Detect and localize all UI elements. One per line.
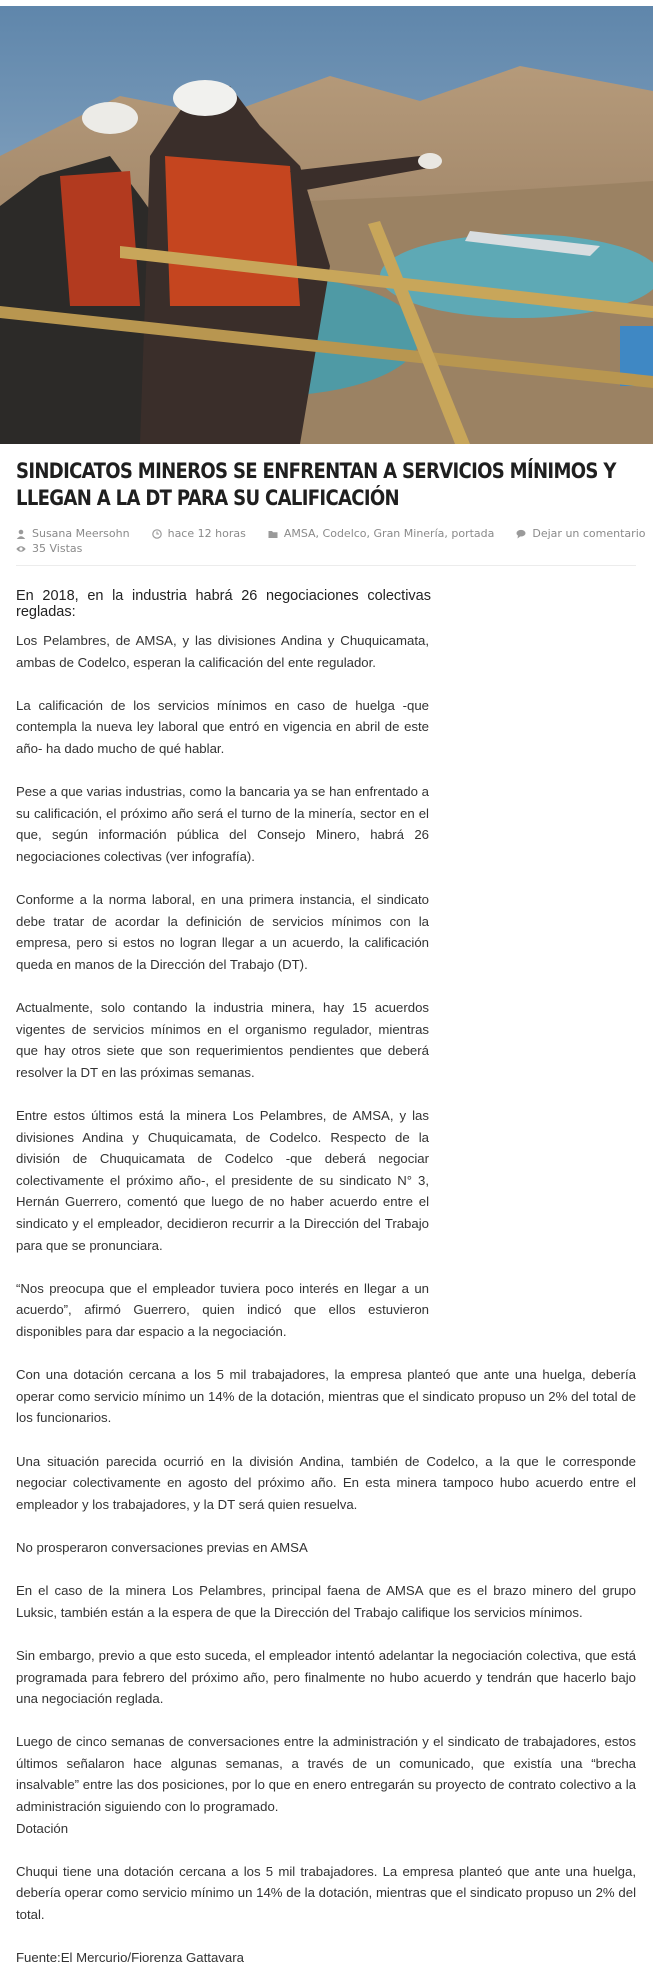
article-lead: En 2018, en la industria habrá 26 negociaciones colectivas regladas: — [16, 588, 431, 620]
paragraph: “Nos preocupa que el empleador tuviera poco interés en llegar a un acuerdo”, afirmó Guerrero, quien indicó que ellos estuvieron disponibles para dar espacio a la negociación. — [16, 1280, 429, 1339]
meta-categories-text: AMSA, Codelco, Gran Minería, portada — [283, 527, 495, 540]
paragraph: Sin embargo, previo a que esto suceda, el empleador intentó adelantar la negociación colectiva, que está programada para febrero del próximo año, pero finalmente no hubo acuerdo y tendrán que hacerlo bajo una negociación reglada. — [16, 1647, 636, 1707]
paragraph: Luego de cinco semanas de conversaciones entre la administración y el sindicato de trabajadores, estos últimos señalaron hace algunas semanas, a través de un comunicado, que existía una “brecha insalvable” entre las dos posiciones, por lo que en enero entregarán su proyecto de contrato colectivo a la administración siguiendo con lo programado. — [16, 1734, 636, 1815]
paragraph: Con una dotación cercana a los 5 mil trabajadores, la empresa planteó que ante una huelga, debería operar como servicio mínimo un 14% de la dotación, mientras que el sindicato propuso un 2% del total de los funcionarios. — [16, 1367, 636, 1426]
paragraph: Entre estos últimos está la minera Los Pelambres, de AMSA, y las divisiones Andina y Chuquicamata, de Codelco. Respecto de la división de Chuquicamata de Codelco -que deberá negociar colectivamente el próximo año-, el presidente de su sindicato N° 3, Hernán Guerrero, comentó que luego de no haber acuerdo entre el sindicato y el empleador, decidieron recurrir a la Dirección del Trabajo para que se pronunciara. — [16, 1108, 429, 1253]
paragraph: Actualmente, solo contando la industria minera, hay 15 acuerdos vigentes de servicios mínimos en el organismo regulador, mientras que hay otros siete que son requerimientos pendientes que deberá resolver la DT en las próximas semanas. — [16, 1000, 429, 1080]
paragraph: En el caso de la minera Los Pelambres, principal faena de AMSA que es el brazo minero del grupo Luksic, también están a la espera de que la Dirección del Trabajo califique los servicios mínimos. — [16, 1583, 636, 1620]
article-title: SINDICATOS MINEROS SE ENFRENTAN A SERVICIOS MÍNIMOS Y LLEGAN A LA DT PARA SU CALIFICACIÓN — [16, 459, 616, 510]
paragraph: La calificación de los servicios mínimos en caso de huelga -que contempla la nueva ley laboral que entró en vigencia en abril de este año- ha dado mucho de qué hablar. — [16, 697, 429, 756]
paragraph: Chuqui tiene una dotación cercana a los 5 mil trabajadores. La empresa planteó que ante una huelga, debería operar como servicio mínimo un 14% de la dotación, mientras que el sindicato propuso un 2% del total. — [16, 1863, 636, 1923]
article — [16, 458, 646, 1969]
folder-icon — [268, 529, 278, 539]
meta-views-text: 35 Vistas — [32, 542, 83, 555]
meta-author-name: Susana Meersohn — [32, 527, 130, 540]
meta-categories[interactable] — [268, 526, 495, 541]
subheading-dotacion: Dotación — [16, 1820, 69, 1836]
meta-comment-text: Dejar un comentario — [532, 527, 646, 540]
meta-time — [152, 526, 246, 541]
hero-image — [0, 6, 653, 444]
eye-icon — [16, 544, 26, 554]
article-meta — [16, 526, 646, 556]
meta-time-text: hace 12 horas — [167, 527, 246, 540]
user-icon — [16, 529, 26, 539]
meta-divider — [16, 565, 636, 566]
mining-workers-photo — [0, 6, 653, 444]
subheading: No prosperaron conversaciones previas en AMSA — [16, 1539, 308, 1555]
article-source: Fuente:El Mercurio/Fiorenza Gattavara — [16, 1950, 244, 1966]
paragraph: Una situación parecida ocurrió en la división Andina, también de Codelco, a la que le corresponde negociar colectivamente en agosto del próximo año. En esta minera tampoco hubo acuerdo entre el empleador y los trabajadores, y la DT será quien resuelva. — [16, 1453, 636, 1512]
comment-icon — [516, 529, 526, 539]
meta-comment-link[interactable] — [516, 526, 645, 541]
clock-icon — [152, 529, 162, 539]
meta-views — [16, 541, 82, 556]
paragraph: Los Pelambres, de AMSA, y las divisiones Andina y Chuquicamata, ambas de Codelco, esperan la calificación del ente regulador. — [16, 633, 429, 670]
paragraph: Conforme a la norma laboral, en una primera instancia, el sindicato debe tratar de acordar la definición de servicios mínimos con la empresa, pero si estos no logran llegar a un acuerdo, la calificación queda en manos de la Dirección del Trabajo (DT). — [16, 892, 429, 972]
meta-author[interactable] — [16, 526, 130, 541]
paragraph: Pese a que varias industrias, como la bancaria ya se han enfrentado a su calificación, el próximo año será el turno de la minería, sector en el que, según información pública del Consejo Minero, habrá 26 negociaciones colectivas (ver infografía). — [16, 784, 429, 864]
